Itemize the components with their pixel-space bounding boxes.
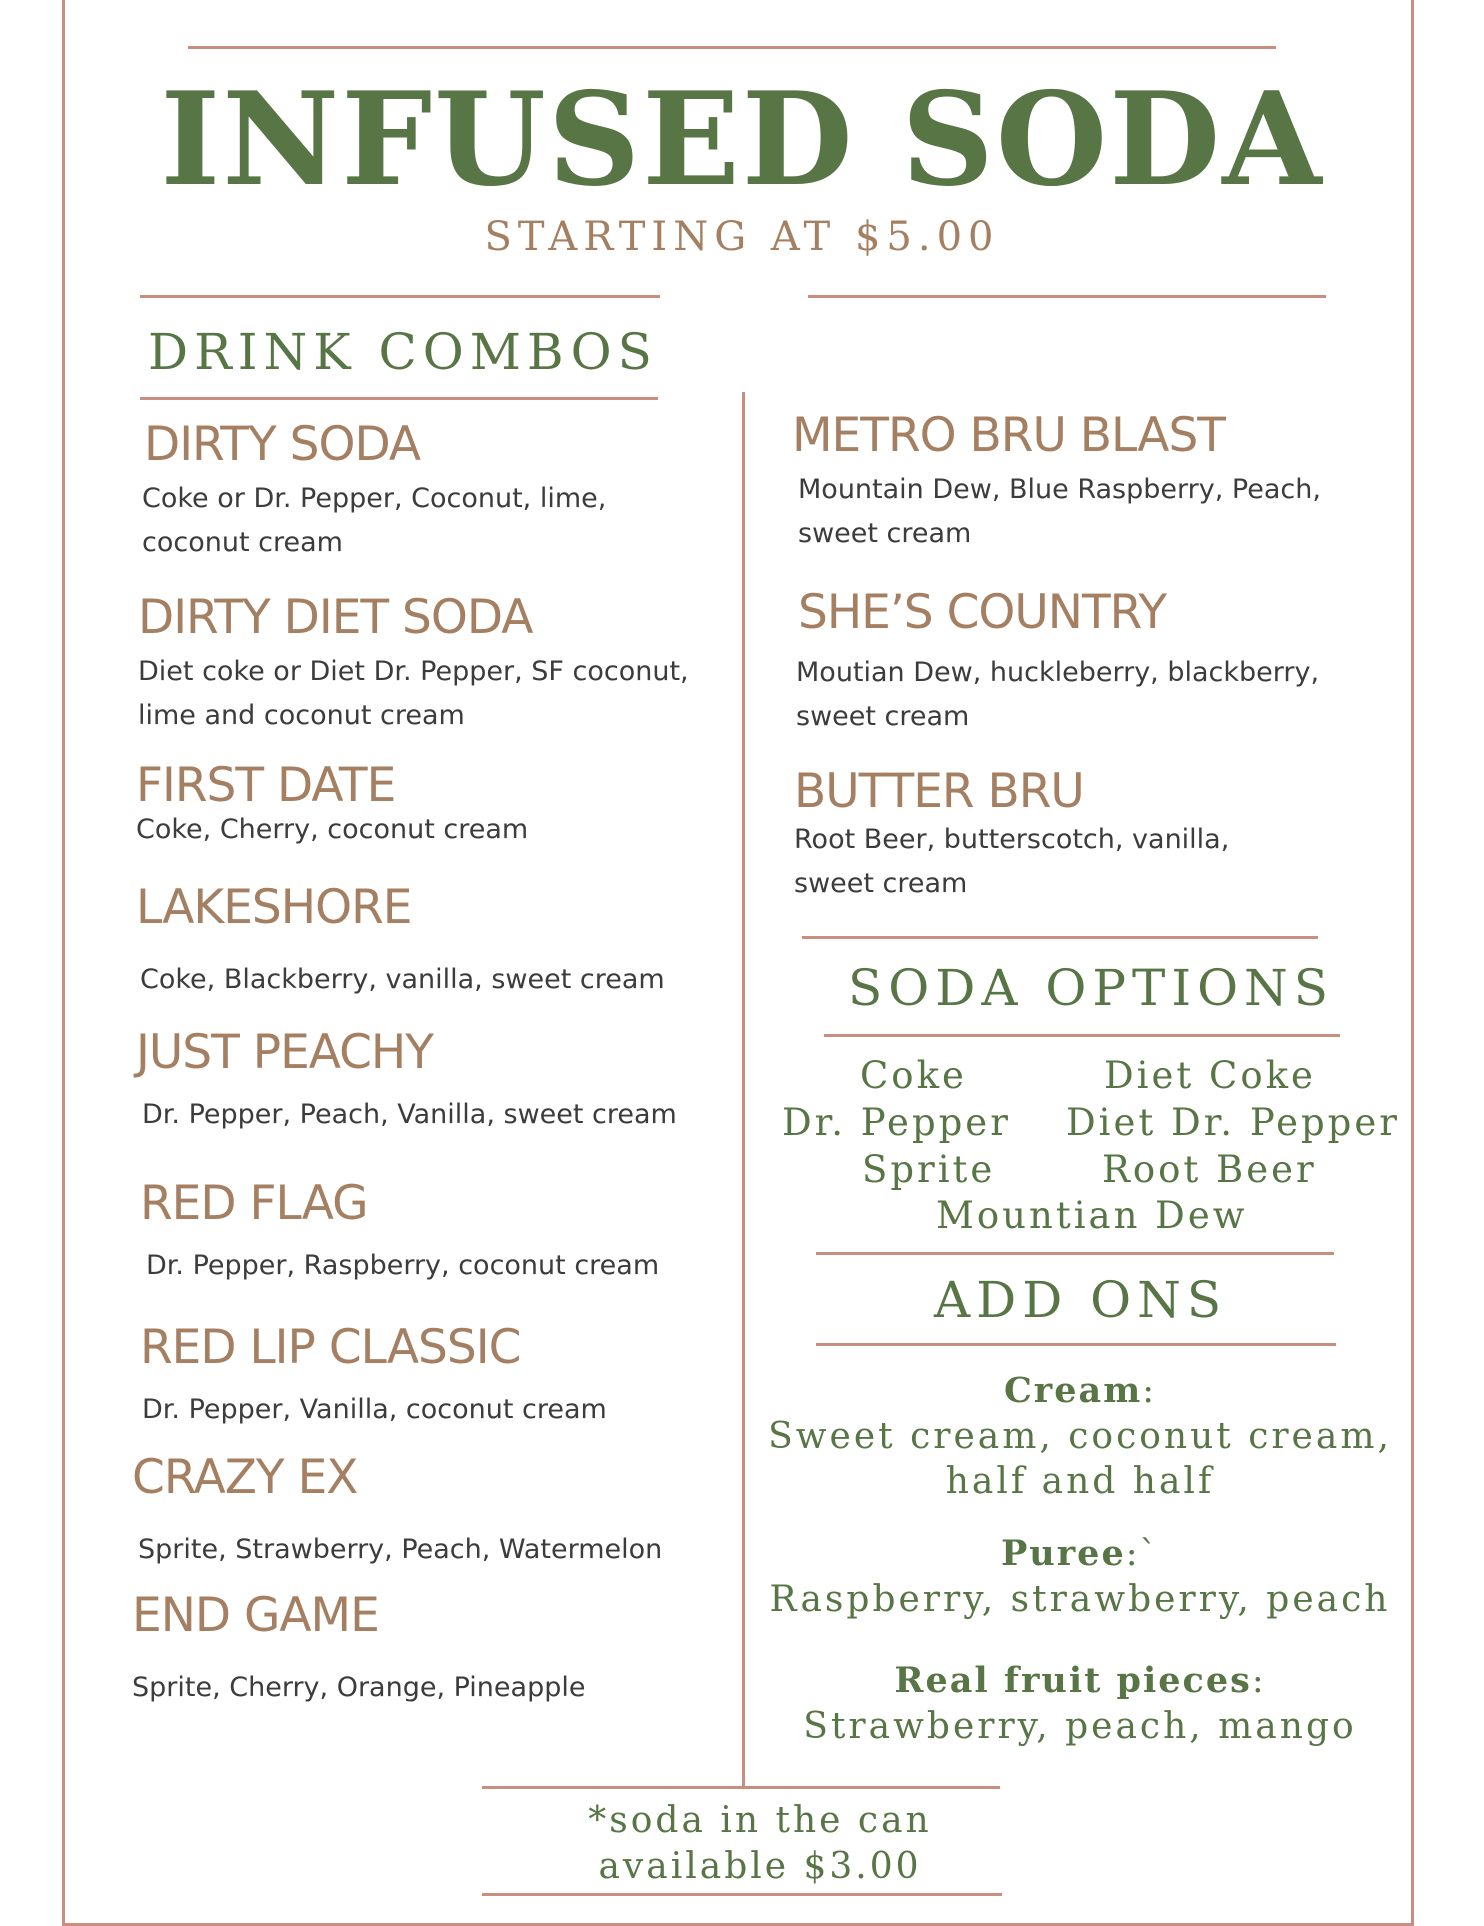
combo-red-lip-classic — [140, 1320, 607, 1432]
add-on-label-suffix: : — [1251, 1661, 1266, 1701]
add-on-label-suffix: : — [1142, 1371, 1157, 1411]
combo-name: END GAME — [132, 1588, 379, 1643]
add-ons-rule-top — [816, 1252, 1334, 1255]
add-on-items: Strawberry, peach, mango — [803, 1706, 1357, 1747]
add-on-puree — [760, 1531, 1400, 1622]
combo-first-date — [136, 758, 528, 852]
combo-name: BUTTER BRU — [794, 764, 1084, 819]
combo-name: DIRTY DIET SODA — [138, 590, 533, 645]
add-on-real-fruit-pieces — [760, 1658, 1400, 1749]
combo-name: LAKESHORE — [136, 880, 412, 935]
add-on-label: Cream — [1003, 1370, 1143, 1411]
header-rule-right — [808, 295, 1326, 298]
combo-red-flag — [140, 1176, 659, 1288]
combo-shes-country — [798, 585, 1319, 739]
combo-name: JUST PEACHY — [136, 1025, 433, 1080]
combo-description: Dr. Pepper, Raspberry, coconut cream — [146, 1250, 660, 1281]
combo-description: Root Beer, butterscotch, vanilla, sweet cream — [794, 824, 1230, 899]
combo-end-game — [132, 1588, 585, 1710]
combo-description: Mountain Dew, Blue Raspberry, Peach, sweet cream — [798, 474, 1321, 549]
combo-lakeshore — [136, 880, 665, 1002]
add-on-label: Real fruit pieces — [894, 1660, 1252, 1701]
page-subtitle: STARTING AT $5.00 — [484, 214, 1000, 260]
soda-option: Sprite — [862, 1148, 996, 1191]
add-ons-heading: ADD ONS — [934, 1271, 1228, 1329]
soda-option: Diet Dr. Pepper — [1066, 1101, 1400, 1144]
footer-rule-bottom — [482, 1893, 1002, 1896]
add-on-items: Raspberry, strawberry, peach — [769, 1579, 1391, 1620]
combo-metro-bru-blast — [792, 408, 1321, 556]
combo-just-peachy — [136, 1025, 677, 1137]
center-divider — [742, 392, 745, 1787]
combo-name: RED LIP CLASSIC — [140, 1320, 521, 1375]
header-rule-left — [140, 295, 660, 298]
add-on-label-suffix: :` — [1125, 1534, 1160, 1574]
combo-name: RED FLAG — [140, 1176, 368, 1231]
combo-name: SHE’S COUNTRY — [798, 585, 1167, 640]
soda-options-rule-bottom — [824, 1034, 1340, 1037]
top-rule — [188, 46, 1276, 49]
combo-butter-bru — [794, 764, 1229, 906]
footer-line-2: available $3.00 — [598, 1846, 922, 1887]
combo-description: Dr. Pepper, Vanilla, coconut cream — [142, 1394, 607, 1425]
footer-rule-top — [482, 1786, 1000, 1789]
soda-option: Coke — [860, 1054, 967, 1097]
drink-combos-heading: DRINK COMBOS — [148, 323, 658, 381]
combo-description: Coke or Dr. Pepper, Coconut, lime, coconut cream — [142, 483, 607, 558]
combo-description: Sprite, Strawberry, Peach, Watermelon — [138, 1534, 663, 1565]
combo-name: DIRTY SODA — [144, 417, 420, 472]
soda-option: Diet Coke — [1104, 1054, 1316, 1097]
page-title: INFUSED SODA — [160, 65, 1324, 215]
add-on-cream — [760, 1368, 1400, 1504]
soda-options-heading: SODA OPTIONS — [848, 959, 1335, 1017]
add-ons-rule-bottom — [816, 1343, 1336, 1346]
drink-combos-rule — [140, 397, 658, 400]
soda-option: Root Beer — [1102, 1148, 1317, 1191]
combo-crazy-ex — [132, 1450, 662, 1572]
combo-description: Sprite, Cherry, Orange, Pineapple — [132, 1672, 586, 1703]
combo-description: Diet coke or Diet Dr. Pepper, SF coconut, lime and coconut cream — [138, 656, 689, 731]
soda-options-rule-top — [802, 936, 1318, 939]
combo-description: Coke, Blackberry, vanilla, sweet cream — [140, 964, 665, 995]
footer-line-1: *soda in the can — [588, 1800, 932, 1841]
combo-description: Moutian Dew, huckleberry, blackberry, sweet cream — [796, 657, 1320, 732]
combo-dirty-soda — [144, 417, 606, 565]
add-on-items: Sweet cream, coconut cream, half and half — [768, 1416, 1392, 1502]
footer-note — [460, 1798, 1060, 1890]
soda-option: Dr. Pepper — [782, 1101, 1011, 1144]
combo-description: Dr. Pepper, Peach, Vanilla, sweet cream — [142, 1099, 677, 1130]
soda-option: Mountian Dew — [936, 1194, 1248, 1237]
combo-name: FIRST DATE — [136, 758, 396, 813]
combo-dirty-diet-soda — [138, 590, 689, 738]
combo-name: CRAZY EX — [132, 1450, 358, 1505]
combo-description: Coke, Cherry, coconut cream — [136, 814, 529, 845]
combo-name: METRO BRU BLAST — [792, 408, 1225, 463]
add-on-label: Puree — [1000, 1533, 1126, 1574]
